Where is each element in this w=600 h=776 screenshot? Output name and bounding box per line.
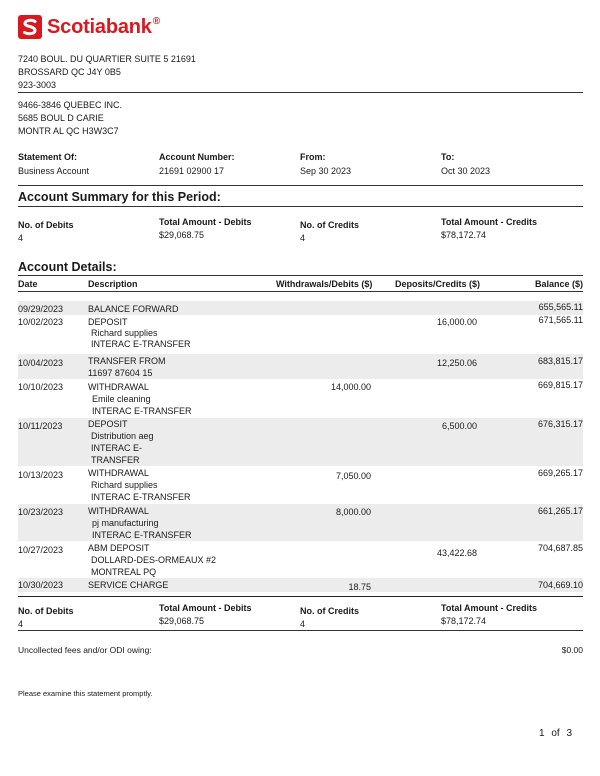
header-balance: Balance ($) xyxy=(534,279,583,289)
footer-debits-count-label: No. of Debits xyxy=(18,606,74,616)
row-description: INTERAC E-TRANSFER xyxy=(91,339,191,349)
row-description: INTERAC E-TRANSFER xyxy=(92,406,192,416)
footer-debits-count: 4 xyxy=(18,619,24,629)
to-value: Oct 30 2023 xyxy=(441,166,491,176)
row-description: Richard supplies xyxy=(91,480,158,490)
divider xyxy=(18,185,583,186)
statement-of-value: Business Account xyxy=(18,166,90,176)
row-description: 11697 87604 15 xyxy=(88,368,153,378)
row-description: ABM DEPOSIT xyxy=(88,543,150,553)
summary-debits-total-label: Total Amount - Debits xyxy=(159,217,252,227)
footer-credits-total: $78,172.74 xyxy=(441,616,487,626)
page-of: of xyxy=(551,728,560,739)
summary-debits-count-label: No. of Debits xyxy=(18,220,74,230)
row-description: DEPOSIT xyxy=(88,317,128,327)
row-description: WITHDRAWAL xyxy=(88,382,149,392)
account-number-value: 21691 02900 17 xyxy=(159,166,225,176)
row-date: 09/29/2023 xyxy=(18,304,64,314)
summary-debits-total: $29,068.75 xyxy=(159,230,205,240)
row-date: 10/11/2023 xyxy=(18,421,63,431)
row-date: 10/04/2023 xyxy=(18,358,64,368)
brand-logo xyxy=(18,14,160,40)
divider xyxy=(18,275,583,276)
row-balance: 676,315.17 xyxy=(537,419,583,429)
row-balance: 669,265.17 xyxy=(537,468,583,478)
header-description: Description xyxy=(88,279,138,289)
customer-address xyxy=(18,99,122,138)
branch-address-line: 923-3003 xyxy=(18,80,57,90)
row-deposit: 16,000.00 xyxy=(436,317,477,327)
row-description: Richard supplies xyxy=(91,328,158,338)
row-date: 10/23/2023 xyxy=(18,507,64,517)
row-description: Emile cleaning xyxy=(92,394,151,404)
footer-credits-total-label: Total Amount - Credits xyxy=(441,603,537,613)
row-date: 10/02/2023 xyxy=(18,317,64,327)
row-balance: 669,815.17 xyxy=(537,380,583,390)
statement-notice: Please examine this statement promptly. xyxy=(18,689,153,698)
divider xyxy=(18,630,583,631)
footer-credits-count: 4 xyxy=(300,619,306,629)
customer-address-line: MONTR AL QC H3W3C7 xyxy=(18,126,119,136)
header-deposits: Deposits/Credits ($) xyxy=(395,279,481,289)
row-balance: 655,565.11 xyxy=(538,302,583,312)
row-description: INTERAC E- xyxy=(91,443,143,453)
row-description: DOLLARD-DES-ORMEAUX #2 xyxy=(91,555,217,565)
from-label: From: xyxy=(300,152,326,162)
summary-credits-total: $78,172.74 xyxy=(441,230,487,240)
row-description: Distribution aeg xyxy=(91,431,154,441)
row-balance: 661,265.17 xyxy=(537,506,583,516)
summary-debits-count: 4 xyxy=(18,233,24,243)
branch-address-line: BROSSARD QC J4Y 0B5 xyxy=(18,67,121,77)
row-withdrawal: 8,000.00 xyxy=(335,507,371,517)
registered-mark: ® xyxy=(152,16,160,27)
row-description: MONTREAL PQ xyxy=(91,567,157,577)
branch-address-line: 7240 BOUL. DU QUARTIER SUITE 5 21691 xyxy=(18,54,196,64)
row-description: WITHDRAWAL xyxy=(88,506,149,516)
from-value: Sep 30 2023 xyxy=(300,166,352,176)
divider xyxy=(18,291,583,292)
scotiabank-s-icon xyxy=(18,15,42,39)
row-date: 10/10/2023 xyxy=(18,382,64,392)
summary-credits-total-label: Total Amount - Credits xyxy=(441,217,537,227)
footer-credits-count-label: No. of Credits xyxy=(300,606,360,616)
footer-debits-total-label: Total Amount - Debits xyxy=(159,603,252,613)
divider xyxy=(18,596,583,597)
row-withdrawal: 7,050.00 xyxy=(335,471,371,481)
row-description: BALANCE FORWARD xyxy=(88,304,179,314)
branch-address xyxy=(18,53,196,92)
footer-debits-total: $29,068.75 xyxy=(159,616,205,626)
header-date: Date xyxy=(18,279,38,289)
account-number-label: Account Number: xyxy=(159,152,235,162)
row-date: 10/13/2023 xyxy=(18,470,64,480)
row-deposit: 6,500.00 xyxy=(441,421,477,431)
row-description: INTERAC E-TRANSFER xyxy=(91,492,191,502)
page-total: 3 xyxy=(566,728,572,739)
to-label: To: xyxy=(441,152,455,162)
customer-address-line: 9466-3846 QUEBEC INC. xyxy=(18,100,123,110)
row-description: SERVICE CHARGE xyxy=(88,580,169,590)
summary-title: Account Summary for this Period: xyxy=(18,190,221,204)
row-balance: 704,687.85 xyxy=(537,543,583,553)
row-description: TRANSFER FROM xyxy=(88,356,166,366)
divider xyxy=(18,206,583,207)
row-balance: 683,815.17 xyxy=(537,356,583,366)
row-date: 10/30/2023 xyxy=(18,580,64,590)
statement-of-label: Statement Of: xyxy=(18,152,78,162)
summary-credits-count: 4 xyxy=(300,233,306,243)
row-description: pj manufacturing xyxy=(92,518,159,528)
customer-address-line: 5685 BOUL D CARIE xyxy=(18,113,104,123)
brand-name: Scotiabank xyxy=(47,15,152,38)
row-deposit: 12,250.06 xyxy=(436,358,477,368)
row-balance: 704,669.10 xyxy=(537,580,583,590)
row-date: 10/27/2023 xyxy=(18,545,64,555)
row-description: TRANSFER xyxy=(91,455,140,465)
header-withdrawals: Withdrawals/Debits ($) xyxy=(276,279,373,289)
page-indicator xyxy=(520,728,572,739)
summary-credits-count-label: No. of Credits xyxy=(300,220,360,230)
row-withdrawal: 18.75 xyxy=(348,582,371,592)
row-description: WITHDRAWAL xyxy=(88,468,149,478)
uncollected-value: $0.00 xyxy=(561,645,583,655)
row-balance: 671,565.11 xyxy=(538,315,583,325)
details-title: Account Details: xyxy=(18,260,117,274)
page-current: 1 xyxy=(538,728,545,739)
row-description: INTERAC E-TRANSFER xyxy=(92,530,192,540)
row-description: DEPOSIT xyxy=(88,419,128,429)
divider xyxy=(18,92,583,93)
row-deposit: 43,422.68 xyxy=(436,548,477,558)
uncollected-label: Uncollected fees and/or ODI owing: xyxy=(18,645,152,655)
row-withdrawal: 14,000.00 xyxy=(330,382,371,392)
